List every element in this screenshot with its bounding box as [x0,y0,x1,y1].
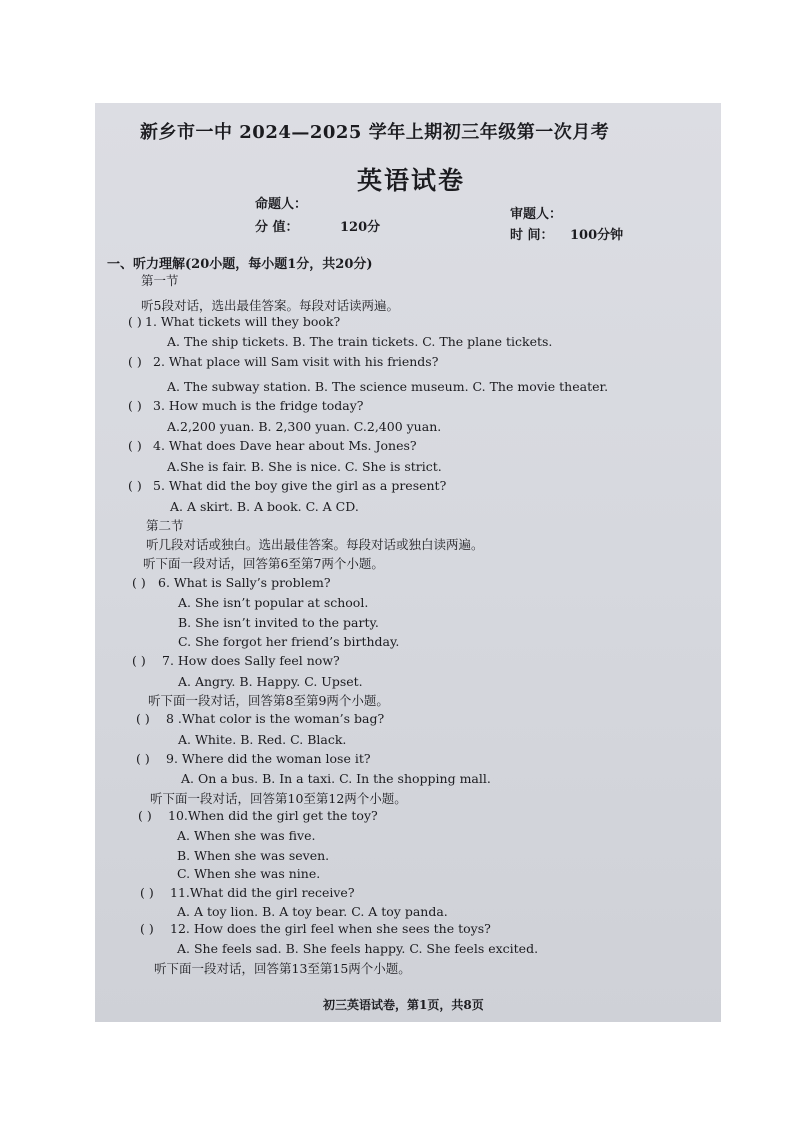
answer-option: A. The subway station. B. The science museum. C. The movie theater. [167,379,609,394]
score-value: 120分 [340,220,381,235]
answer-option: B. When she was seven. [177,848,330,863]
time-value: 100分钟 [570,228,624,243]
answer-option: A.2,200 yuan. B. 2,300 yuan. C.2,400 yuan. [167,419,442,434]
answer-blank: ( ) [132,653,146,668]
answer-option: A. The ship tickets. B. The train tickets. C. The plane tickets. [167,334,553,349]
setter-label: 命题人： [255,197,308,212]
answer-blank: ( ) [128,478,142,493]
answer-blank: ( ) [136,711,150,726]
question-text: 2. What place will Sam visit with his friends? [153,354,439,369]
answer-blank: ( ) [128,314,142,329]
answer-blank: ( ) [140,921,154,936]
score-label: 分 值： [255,220,299,235]
answer-option: A. On a bus. B. In a taxi. C. In the shopping mall. [181,771,491,786]
part2-instruction: 听几段对话或独白。选出最佳答案。每段对话或独白读两遍。 [146,537,484,552]
question-text: 11.What did the girl receive? [170,885,355,900]
sub-instruction: 听下面一段对话，回答第13至第15两个小题。 [154,961,411,976]
answer-option: A. She feels sad. B. She feels happy. C. She feels excited. [177,941,539,956]
answer-option: A. A toy lion. B. A toy bear. C. A toy panda. [177,904,448,919]
sub-instruction: 听下面一段对话，回答第8至第9两个小题。 [148,693,389,708]
answer-option: A. A skirt. B. A book. C. A CD. [170,499,359,514]
sub-instruction: 听下面一段对话，回答第10至第12两个小题。 [150,791,407,806]
answer-option: A. Angry. B. Happy. C. Upset. [178,674,363,689]
answer-option: A. She isn’t popular at school. [178,595,369,610]
answer-blank: ( ) [128,398,142,413]
part2-label: 第二节 [146,518,184,533]
exam-paper [95,103,721,1022]
answer-option: C. When she was nine. [177,866,321,881]
answer-blank: ( ) [128,438,142,453]
answer-option: A. White. B. Red. C. Black. [178,732,347,747]
question-text: 4. What does Dave hear about Ms. Jones? [153,438,417,453]
question-text: 5. What did the boy give the girl as a present? [153,478,447,493]
section-heading: 一、听力理解(20小题，每小题1分，共20分) [107,257,373,272]
answer-option: B. She isn’t invited to the party. [178,615,379,630]
answer-option: A. When she was five. [177,828,316,843]
question-text: 6. What is Sally’s problem? [158,575,331,590]
answer-blank: ( ) [140,885,154,900]
sub-instruction: 听下面一段对话，回答第6至第7两个小题。 [143,556,384,571]
part1-instruction: 听5段对话，选出最佳答案。每段对话读两遍。 [141,298,399,313]
question-text: 12. How does the girl feel when she sees the toys? [170,921,491,936]
question-text: 1. What tickets will they book? [145,314,341,329]
question-text: 8 .What color is the woman’s bag? [166,711,385,726]
answer-option: C. She forgot her friend’s birthday. [178,634,400,649]
page-footer: 初三英语试卷，第1页，共8页 [323,998,484,1012]
part1-label: 第一节 [141,273,179,288]
answer-blank: ( ) [128,354,142,369]
time-label: 时 间： [510,228,554,243]
answer-blank: ( ) [132,575,146,590]
question-text: 9. Where did the woman lose it? [166,751,371,766]
exam-title: 新乡市一中 2024—2025 学年上期初三年级第一次月考 [140,122,610,143]
exam-subtitle: 英语试卷 [357,166,466,195]
question-text: 3. How much is the fridge today? [153,398,364,413]
answer-option: A.She is fair. B. She is nice. C. She is strict. [167,459,442,474]
answer-blank: ( ) [136,751,150,766]
question-text: 10.When did the girl get the toy? [168,808,378,823]
reviewer-label: 审题人： [510,207,563,222]
answer-blank: ( ) [138,808,152,823]
question-text: 7. How does Sally feel now? [162,653,340,668]
